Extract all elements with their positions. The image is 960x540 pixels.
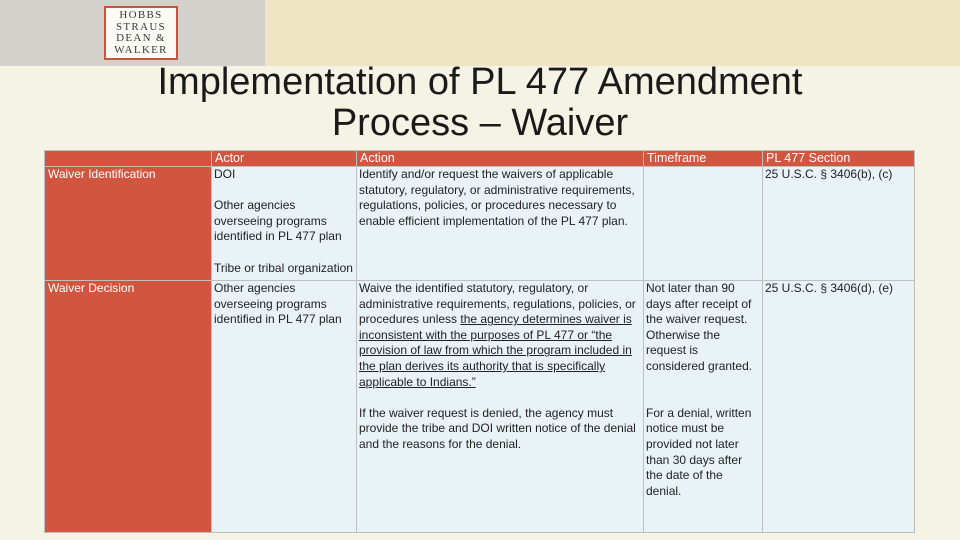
logo-line: WALKER [114, 43, 168, 56]
table-row [45, 167, 915, 281]
header-actor: Actor [212, 151, 357, 167]
timeframe-cell [644, 167, 763, 281]
actor-cell [212, 167, 357, 281]
actor-tribe: Tribe or tribal organization [214, 260, 353, 275]
header-blank [45, 151, 212, 167]
section-cell: 25 U.S.C. § 3406(b), (c) [763, 167, 915, 281]
action-text: Waive the identified statutory, regulatory, or administrative requirements, regulations, policies, or procedures unless [359, 281, 636, 327]
logo-line: STRAUS [116, 20, 166, 33]
firm-logo [104, 6, 178, 60]
title-line-1: Implementation of PL 477 Amendment [157, 61, 803, 103]
header-section: PL 477 Section [763, 151, 915, 167]
action-cell [357, 281, 644, 533]
action-denied-text: If the waiver request is denied, the agency must provide the tribe and DOI written notice of the denial and the reasons for the denial. [359, 405, 636, 451]
slide-title [0, 62, 960, 144]
header-timeframe: Timeframe [644, 151, 763, 167]
header-action: Action [357, 151, 644, 167]
header-row [45, 151, 915, 167]
title-line-2: Process – Waiver [331, 102, 629, 144]
logo-line: DEAN & [116, 32, 166, 44]
row-label: Waiver Identification [45, 167, 212, 281]
timeframe-cell [644, 281, 763, 533]
actor-doi: DOI [214, 167, 236, 181]
waiver-table [44, 150, 915, 533]
section-cell: 25 U.S.C. § 3406(d), (e) [763, 281, 915, 533]
action-cell: Identify and/or request the waivers of applicable statutory, regulatory, or administrative requirements, regulations, policies, or procedures necessary to enable efficient implementation of the PL 477 plan. [357, 167, 644, 281]
timeframe-granted: Not later than 90 days after receipt of the waiver request. Otherwise the request is considered granted. [646, 281, 753, 373]
logo-line: HOBBS [119, 9, 163, 21]
timeframe-denial: For a denial, written notice must be provided not later than 30 days after the date of the denial. [646, 405, 752, 498]
table-row [45, 281, 915, 533]
row-label: Waiver Decision [45, 281, 212, 533]
action-underlined-text: the agency determines waiver is inconsistent with the purposes of PL 477 or “the provision of law from which the program included in the plan derives its authority that is specifically applicable to Indians.” [359, 312, 632, 389]
actor-cell: Other agencies overseeing programs identified in PL 477 plan [212, 281, 357, 533]
actor-other-agencies: Other agencies overseeing programs identified in PL 477 plan [214, 198, 342, 244]
